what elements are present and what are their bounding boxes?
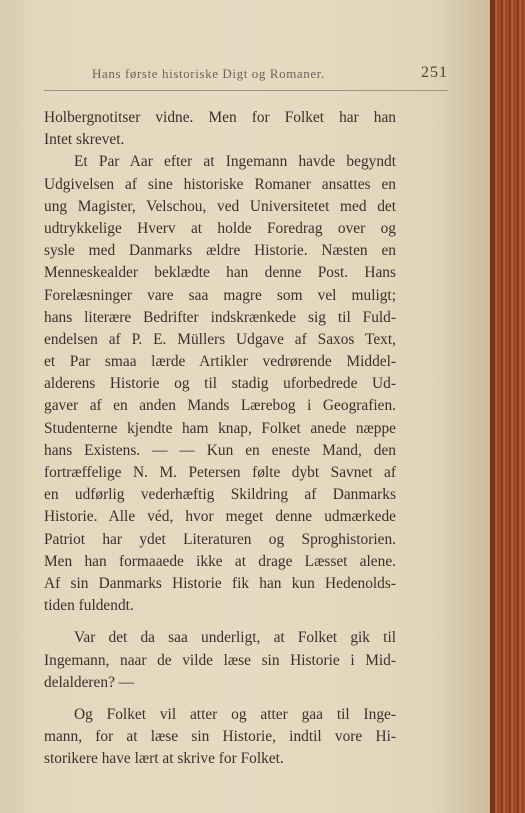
text-line: Holbergnotitser vidne. Men for Folket har han	[44, 109, 396, 126]
page-header	[44, 64, 448, 86]
text-line: Udgivelsen af sine historiske Romaner ansattes en	[44, 175, 396, 193]
page-number: 251	[421, 64, 448, 81]
text-line: sysle med Danmarks ældre Historie. Næsten en	[44, 242, 396, 260]
text-line: storikere have lært at skrive for Folket.	[44, 750, 284, 768]
paragraph-gap	[44, 617, 396, 627]
text-line: hans Existens. — — Kun en eneste Mand, den	[44, 441, 396, 459]
text-line: fortræffelige N. M. Petersen følte dybt Savnet af	[44, 464, 396, 481]
header-rule	[44, 90, 448, 91]
text-line: mann, for at læse sin Historie, indtil vore Hi-	[44, 728, 396, 746]
text-line: tiden fuldendt.	[44, 597, 134, 615]
text-line: Forelæsninger vare saa magre som vel muligt;	[44, 286, 396, 304]
text-line: delalderen? —	[44, 673, 135, 691]
text-line: alderens Historie og til stadig uforbedrede Ud-	[44, 375, 396, 393]
text-line: Studenterne kjendte ham knap, Folket anede næppe	[44, 419, 396, 437]
text-line: Historie. Alle véd, hvor meget denne udmærkede	[44, 508, 396, 526]
text-line: endelsen af P. E. Müllers Udgave af Saxos Text,	[44, 330, 396, 348]
body-text	[44, 107, 396, 770]
paragraph-gap	[44, 694, 396, 704]
text-line: en udførlig vederhæftig Skildring af Danmarks	[44, 486, 396, 504]
text-line: Var det da saa underligt, at Folket gik til	[74, 629, 396, 647]
text-line: Intet skrevet.	[44, 131, 125, 149]
text-line: Og Folket vil atter og atter gaa til Inge-	[74, 705, 396, 723]
text-line: Af sin Danmarks Historie fik han kun Hedenolds-	[44, 574, 396, 592]
book-spine-edge	[490, 0, 525, 813]
text-line: Patriot har ydet Literaturen og Sproghistorien.	[44, 530, 396, 548]
text-line: et Par smaa lærde Artikler vedrørende Middel-	[44, 353, 396, 371]
running-head: Hans første historiske Digt og Romaner.	[92, 66, 325, 81]
text-line: gaver af en anden Mands Lærebog i Geografien.	[44, 397, 396, 415]
text-line: ung Magister, Velschou, ved Universitetet med det	[44, 197, 396, 215]
text-line: Menneskealder beklædte han denne Post. Hans	[44, 264, 396, 282]
text-line: Et Par Aar efter at Ingemann havde begyndt	[74, 153, 396, 171]
text-line: udtrykkelige Hverv at holde Foredrag over og	[44, 219, 396, 237]
text-line: hans literære Bedrifter indskrænkede sig til Fuld-	[44, 308, 396, 326]
text-line: Ingemann, naar de vilde læse sin Historie i Mid-	[44, 651, 396, 669]
text-line: Men han formaaede ikke at drage Læsset alene.	[44, 552, 396, 570]
